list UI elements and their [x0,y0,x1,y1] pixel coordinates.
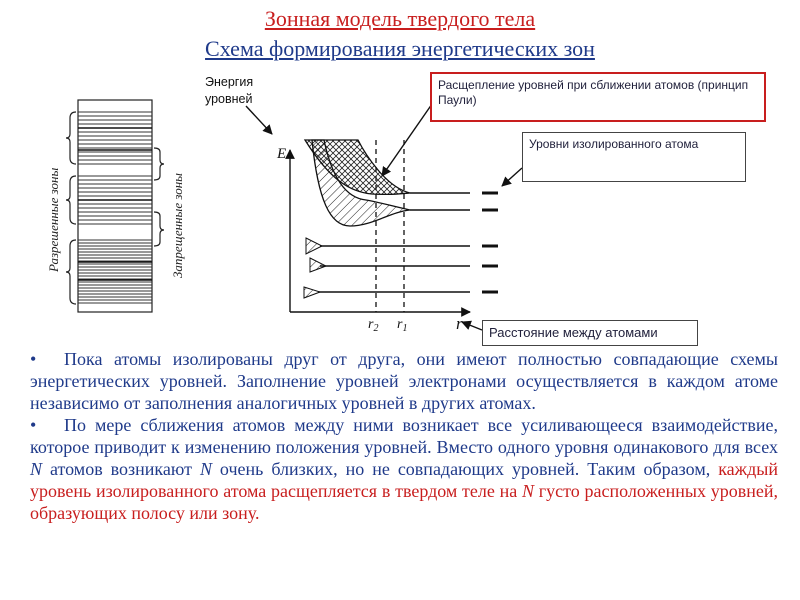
slide-title: Зонная модель твердого тела [264,6,536,31]
highlight-text-b: густо расположенных уровней, образующих полосу или зону. [30,481,778,523]
isolated-atom-levels [482,193,498,292]
symbol-n-2: N [199,459,212,479]
body-text [30,348,778,524]
splitting-callout [430,72,766,122]
splitting-callout-arrow [382,104,432,176]
energy-label-line2: уровней [205,92,253,106]
splitting-callout-text: Расщепление уровней при сближении атомов (принцип Паули) [438,78,749,107]
symbol-n-3: N [522,481,535,501]
bullet-1: • [30,349,37,369]
distance-callout [482,320,698,346]
paragraph-2-text-c: очень близких, но не совпадающих уровней. Таким образом, [211,459,719,479]
isolated-callout-text: Уровни изолированного атома [529,137,699,151]
band-strip [46,100,185,312]
slide-subtitle: Схема формирования энергетических зон [205,36,595,61]
paragraph-2-text-b: атомов возникают [42,459,200,479]
energy-label-arrow [246,106,272,134]
distance-callout-text: Расстояние между атомами [489,325,658,340]
bullet-2: • [30,415,37,435]
r1-label: $r_1$ [397,317,408,334]
forbidden-zone-braces [154,148,164,246]
paragraph-2-text-a: По мере сближения атомов между ними возникает все усиливающееся взаимодействие, которое приводит к изменению положения уровней. Вместо одного уровня одинакового для всех [30,415,778,457]
distance-callout-arrow [462,322,482,330]
energy-levels-label [205,74,253,108]
split-fan-1 [306,238,322,254]
r2-label: $r_2$ [368,317,379,334]
paragraph-1 [30,348,778,414]
split-fan-2 [310,258,326,272]
symbol-n-1: N [30,459,43,479]
split-fan-3 [304,287,320,298]
energy-label-line1: Энергия [205,75,254,89]
highlight-text-a: каждый уровень изолированного атома расщепляется в твердом теле на [30,459,778,501]
paragraph-2 [30,414,778,524]
paragraph-1-text: Пока атомы изолированы друг от друга, они имеют полностью совпадающие схемы энергетических уровней. Заполнение уровней электронами осуществляется в каждом атоме независимо от заполнения аналогичных уровней в других атомах. [30,349,778,413]
axis-e-label: E [277,146,287,162]
forbidden-zones-label: Запрещенные зоны [170,173,185,278]
allowed-zone-braces [66,112,76,304]
isolated-callout-arrow [502,168,522,186]
allowed-zones-label: Разрешенные зоны [46,167,61,272]
isolated-levels-callout [522,132,746,182]
axis-r-label: r [456,314,463,333]
